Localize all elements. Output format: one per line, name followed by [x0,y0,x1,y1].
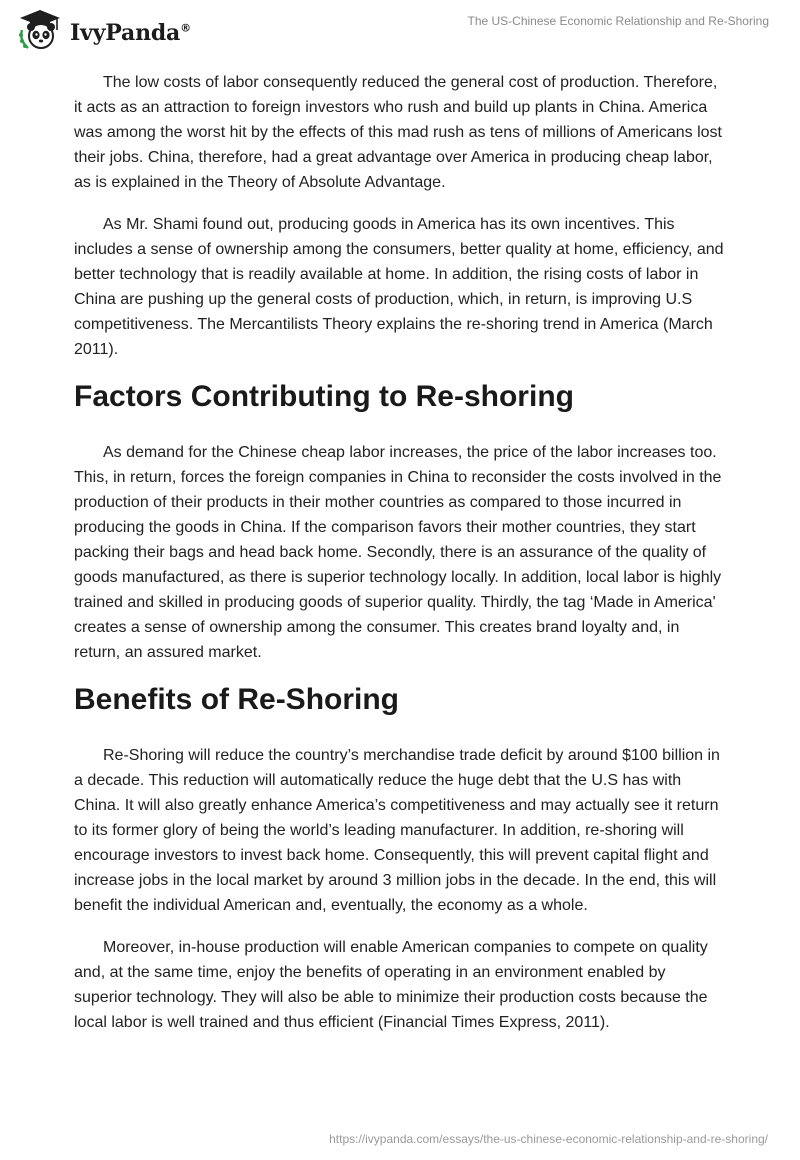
paragraph: As demand for the Chinese cheap labor increases, the price of the labor increases too. This, in return, forces the foreign companies in China to reconsider the costs involved in the production of their products in their mother countries as compared to those incurred in producing the goods in China. If the comparison favors their mother countries, they start packing their bags and head back home. Secondly, there is an assurance of the quality of goods manufactured, as there is superior technology locally. In addition, local labor is highly trained and skilled in producing goods of superior quality. Thirdly, the tag ‘Made in America' creates a sense of ownership among the consumer. This creates brand loyalty and, in return, an assured market. [74,444,722,661]
brand-logo[interactable] [16,8,191,52]
document-title: The US-Chinese Economic Relationship and Re-Shoring [467,14,769,28]
section-heading-factors: Factors Contributing to Re-shoring [74,380,574,413]
essay-body [74,70,726,1052]
registered-mark: ® [180,21,191,35]
page-header [0,0,800,60]
section-heading-benefits: Benefits of Re-Shoring [74,683,400,716]
paragraph: The low costs of labor consequently reduced the general cost of production. Therefore, it acts as an attraction to foreign investors who rush and build up plants in China. America was among the worst hit by the effects of this mad rush as tens of millions of Americans lost their jobs. China, therefore, had a great advantage over America in producing cheap labor, as is explained in the Theory of Absolute Advantage. [74,74,722,191]
paragraph: As Mr. Shami found out, producing goods in America has its own incentives. This includes a sense of ownership among the consumers, better quality at home, efficiency, and better technology that is readily available at home. In addition, the rising costs of labor in China are pushing up the general costs of production, which, in return, is improving U.S competitiveness. The Mercantilists Theory explains the re-shoring trend in America (March 2011). [74,216,724,358]
paragraph: Re-Shoring will reduce the country’s merchandise trade deficit by around $100 billion in a decade. This reduction will automatically reduce the huge debt that the U.S has with China. It will also greatly enhance America’s competitiveness and may actually see it return to its former glory of being the world’s leading manufacturer. In addition, re-shoring will encourage investors to invest back home. Consequently, this will prevent capital flight and increase jobs in the local market by around 3 million jobs in the decade. In the end, this will benefit the individual American and, eventually, the economy as a whole. [74,747,720,914]
source-url-link[interactable]: https://ivypanda.com/essays/the-us-chinese-economic-relationship-and-re-shoring/ [329,1132,768,1146]
paragraph: Moreover, in-house production will enable American companies to compete on quality and, at the same time, enjoy the benefits of operating in an environment enabled by superior technology. They will also be able to minimize their production costs because the local labor is well trained and thus efficient (Financial Times Express, 2011). [74,939,708,1031]
panda-graduate-icon [16,8,64,52]
brand-name: IvyPanda® [70,20,191,46]
